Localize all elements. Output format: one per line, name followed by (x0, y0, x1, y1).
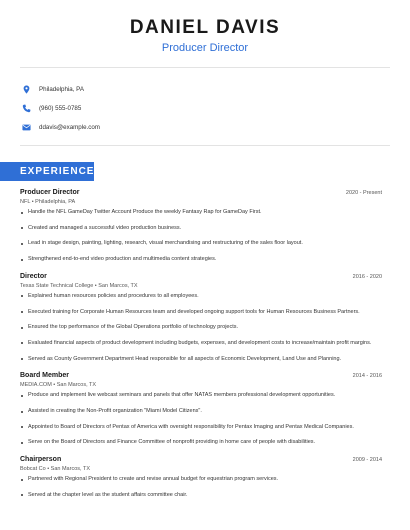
job-bullet: Explained human resources policies and procedures to all employees. (20, 293, 382, 300)
job-bullet: Strengthened end-to-end video production and multimedia content strategies. (20, 256, 382, 263)
experience-section-heading: EXPERIENCE (0, 162, 94, 181)
job-entry (20, 188, 382, 263)
job-entry (20, 455, 382, 499)
job-bullet: Serve on the Board of Directors and Finance Committee of nonprofit providing in home care of people with disabilities. (20, 439, 382, 446)
phone-text: (960) 555-0785 (39, 105, 82, 112)
job-dates: 2014 - 2016 (352, 373, 382, 380)
job-organization: MEDIA.COM • San Marcos, TX (20, 382, 97, 389)
job-bullet: Created and managed a successful video production business. (20, 225, 382, 232)
job-dates: 2009 - 2014 (352, 457, 382, 464)
contact-info (22, 80, 100, 137)
job-dates: 2016 - 2020 (352, 273, 382, 280)
candidate-title: Producer Director (161, 42, 249, 54)
job-title: Chairperson (20, 456, 62, 464)
job-dates: 2020 - Present (345, 190, 382, 196)
divider (20, 67, 390, 68)
job-bullet: Handle the NFL GameDay Twitter Account Produce the weekly Fantasy Rap for GameDay First. (20, 209, 382, 216)
job-bullet: Partnered with Regional President to create and revise annual budget for equestrian program services. (20, 476, 382, 483)
candidate-name: DANIEL DAVIS (129, 17, 281, 38)
job-title: Director (20, 272, 47, 280)
resume-header (0, 0, 410, 55)
contact-location (22, 80, 100, 99)
experience-list (20, 188, 382, 508)
job-bullet: Evaluated financial aspects of product development including budgets, expenses, and development costs to increase/maintain profit margins. (20, 340, 382, 347)
contact-phone (22, 99, 100, 118)
job-bullet: Served as County Government Department Head responsible for all aspects of Economic Development, Land Use and Planning. (20, 356, 382, 363)
job-bullet: Assisted in creating the Non-Profit organization "Miami Model Citizens". (20, 408, 382, 415)
map-pin-icon (22, 85, 31, 94)
job-organization: Texas State Technical College • San Marcos, TX (20, 282, 138, 289)
job-organization: NFL • Philadelphia, PA (20, 199, 76, 205)
job-entry (20, 371, 382, 446)
contact-email (22, 118, 100, 137)
divider (20, 145, 390, 146)
job-bullet: Lead in stage design, painting, lighting, research, visual merchandising and restructuring of the sales floor layout. (20, 240, 382, 247)
job-bullet: Produce and implement live webcast seminars and panels that offer NATAS members professional development opportunities. (20, 392, 382, 399)
envelope-icon (22, 123, 31, 132)
job-bullet: Appointed to Board of Directors of Pentax of America with oversight responsibility for Pentax Imaging and Pentax Medical Companies. (20, 424, 382, 431)
location-text: Philadelphia, PA (39, 86, 84, 93)
job-title: Board Member (20, 372, 70, 380)
job-bullet: Executed training for Corporate Human Resources team and developed ongoing support tools for Human Resources Business Partners. (20, 309, 382, 316)
job-title: Producer Director (20, 189, 80, 196)
job-entry (20, 272, 382, 363)
job-organization: Bobcat Co • San Marcos, TX (20, 466, 90, 473)
job-bullet: Ensured the top performance of the Global Operations portfolio of technology projects. (20, 324, 382, 331)
phone-icon (22, 104, 31, 113)
email-text[interactable]: ddavis@example.com (39, 124, 100, 131)
job-bullet: Served at the chapter level as the student affairs committee chair. (20, 492, 382, 499)
